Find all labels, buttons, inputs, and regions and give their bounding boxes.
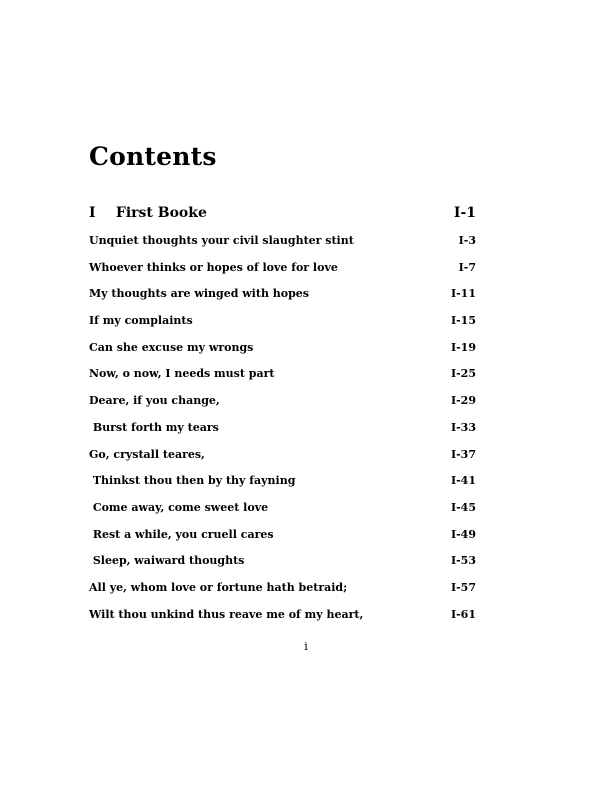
toc-entry — [89, 448, 476, 475]
toc-entry-title: Go, crystall teares, — [89, 447, 205, 461]
toc-entry — [89, 581, 476, 608]
toc-entry-list — [89, 234, 476, 634]
toc-entry — [89, 608, 476, 635]
toc-entry-title: Sleep, waiward thoughts — [89, 554, 245, 568]
toc-entry-page: I-19 — [450, 340, 476, 354]
toc-entry — [89, 421, 476, 448]
toc-entry — [89, 394, 476, 421]
toc-entry-page: I-3 — [458, 234, 476, 247]
toc-entry-title: Thinkst thou then by thy fayning — [89, 474, 296, 488]
toc-entry-page: I-45 — [450, 500, 476, 514]
toc-entry — [89, 554, 476, 581]
part-heading-label — [89, 205, 207, 221]
toc-entry-title: Rest a while, you cruell cares — [89, 527, 274, 541]
page-title: Contents — [89, 142, 217, 171]
toc-entry-page: I-49 — [450, 527, 476, 541]
toc-entry-title: Wilt thou unkind thus reave me of my heart, — [89, 607, 364, 621]
toc-entry-page: I-25 — [450, 367, 476, 381]
part-page-number: I-1 — [453, 205, 476, 221]
toc-entry-title: Come away, come sweet love — [89, 500, 269, 514]
toc-entry-page: I-7 — [458, 260, 476, 274]
toc-entry — [89, 474, 476, 501]
toc-entry — [89, 234, 476, 261]
toc-entry-title: All ye, whom love or fortune hath betraid; — [89, 580, 348, 594]
toc-entry — [89, 314, 476, 341]
toc-entry — [89, 341, 476, 368]
page-folio: i — [304, 640, 308, 653]
toc-entry — [89, 367, 476, 394]
toc-entry-page: I-57 — [450, 580, 476, 594]
toc-part-heading — [89, 205, 476, 227]
toc-entry-title: If my complaints — [89, 314, 193, 328]
toc-entry-title: Can she excuse my wrongs — [89, 340, 254, 354]
toc-entry-page: I-53 — [450, 554, 476, 568]
toc-entry-title: Burst forth my tears — [89, 420, 219, 434]
toc-entry-title: Now, o now, I needs must part — [89, 367, 275, 381]
toc-entry-title: My thoughts are winged with hopes — [89, 287, 309, 301]
toc-entry — [89, 528, 476, 555]
toc-entry-page: I-41 — [450, 474, 476, 488]
part-number: I — [89, 205, 96, 221]
toc-entry-title: Deare, if you change, — [89, 394, 220, 408]
toc-entry-page: I-33 — [450, 420, 476, 434]
toc-entry-title: Whoever thinks or hopes of love for love — [89, 260, 338, 274]
toc-entry-page: I-37 — [450, 447, 476, 461]
toc-entry-page: I-61 — [450, 607, 476, 621]
toc-entry-page: I-29 — [450, 394, 476, 408]
toc-entry-page: I-15 — [450, 314, 476, 328]
part-title: First Booke — [115, 205, 207, 221]
toc-entry-page: I-11 — [450, 287, 476, 301]
toc-entry — [89, 501, 476, 528]
toc-entry — [89, 287, 476, 314]
toc-entry — [89, 261, 476, 288]
toc-entry-title: Unquiet thoughts your civil slaughter stint — [89, 234, 354, 247]
